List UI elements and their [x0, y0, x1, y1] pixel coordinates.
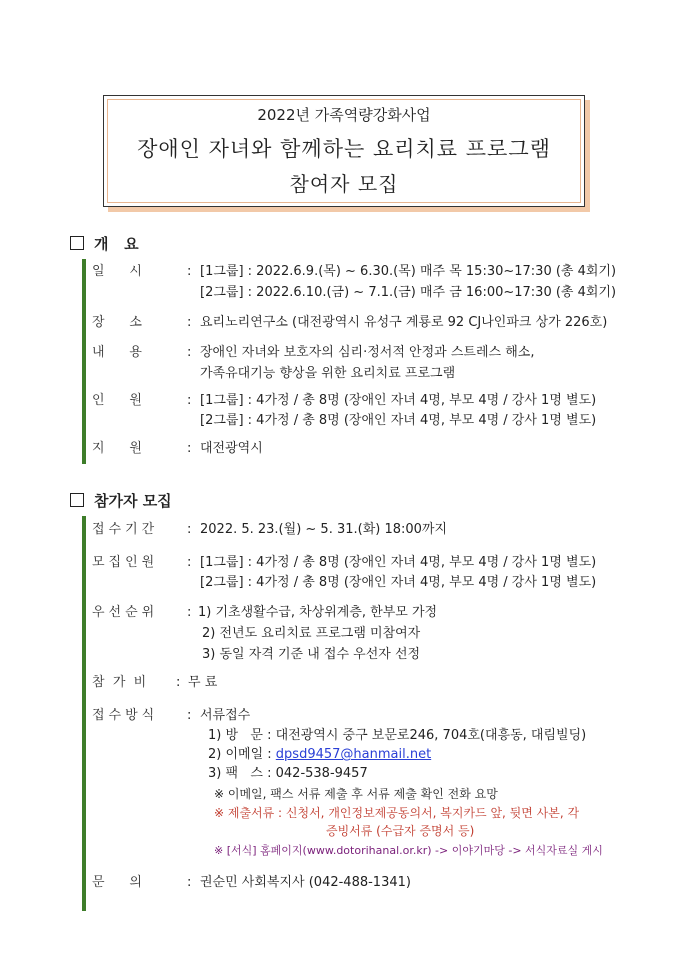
people-label: 인 원 — [92, 393, 142, 408]
priority-3: 3) 동일 자격 기준 내 접수 우선자 선정 — [202, 647, 421, 662]
inquiry-value: 권순민 사회복지사 (042-488-1341) — [200, 875, 411, 890]
fee-value: 무 료 — [188, 675, 218, 690]
checkbox-icon — [70, 493, 84, 507]
count-group1: [1그룹] : 4가정 / 총 8명 (장애인 자녀 4명, 부모 4명 / 강사 1명 별도) — [200, 555, 597, 570]
schedule-group2: [2그룹] : 2022.6.10.(금) ~ 7.1.(금) 매주 금 16:00~17:30 (총 4회기) — [200, 285, 617, 300]
priority-1: 1) 기초생활수급, 차상위계층, 한부모 가정 — [198, 605, 438, 620]
people-group1: [1그룹] : 4가정 / 총 8명 (장애인 자녀 4명, 부모 4명 / 강사 1명 별도) — [200, 393, 597, 408]
checkbox-icon — [70, 236, 84, 250]
support-label: 지 원 — [92, 441, 142, 456]
note-documents-2: 증빙서류 (수급자 증명서 등) — [326, 824, 475, 838]
count-group2: [2그룹] : 4가정 / 총 8명 (장애인 자녀 4명, 부모 4명 / 강사 1명 별도) — [200, 575, 597, 590]
content-line2: 가족유대기능 향상을 위한 요리치료 프로그램 — [200, 366, 456, 381]
email-line — [208, 745, 431, 765]
overview-heading: 개 요 — [70, 233, 139, 254]
period-label: 접수기간 — [92, 522, 159, 537]
count-label: 모집인원 — [92, 555, 159, 570]
overview-bar — [82, 259, 86, 464]
content-line1: 장애인 자녀와 보호자의 심리·정서적 안정과 스트레스 해소, — [200, 345, 535, 360]
recruit-bar — [82, 516, 86, 911]
place-value: 요리노리연구소 (대전광역시 유성구 계룡로 92 CJ나인파크 상가 226호) — [200, 315, 608, 330]
people-group2: [2그룹] : 4가정 / 총 8명 (장애인 자녀 4명, 부모 4명 / 강사 1명 별도) — [200, 413, 597, 428]
schedule-label: 일 시 — [92, 264, 142, 279]
program-year-title: 2022년 가족역량강화사업 — [257, 106, 431, 124]
method-value: 서류접수 — [200, 708, 251, 723]
period-value: 2022. 5. 23.(월) ~ 5. 31.(화) 18:00까지 — [200, 522, 448, 537]
inquiry-label: 문 의 — [92, 875, 142, 890]
priority-2: 2) 전년도 요리치료 프로그램 미참여자 — [202, 626, 421, 641]
support-value: 대전광역시 — [200, 441, 263, 456]
schedule-group1: [1그룹] : 2022.6.9.(목) ~ 6.30.(목) 매주 목 15:30~17:30 (총 4회기) — [200, 264, 617, 279]
note-confirm-call: ※ 이메일, 팩스 서류 제출 후 서류 제출 확인 전화 요망 — [214, 787, 498, 801]
recruit-heading: 참가자 모집 — [70, 490, 172, 511]
visit-value: 1) 방 문 : 대전광역시 중구 보문로246, 704호(대흥동, 대림빌딩) — [208, 728, 587, 743]
email-label: 2) 이메일 : — [208, 747, 276, 762]
recruit-title: 참여자 모집 — [289, 172, 399, 196]
place-label: 장 소 — [92, 315, 142, 330]
title-box — [103, 95, 585, 207]
program-title: 장애인 자녀와 함께하는 요리치료 프로그램 — [137, 137, 551, 161]
fee-label: 참 가 비 — [92, 675, 147, 690]
note-documents: ※ 제출서류 : 신청서, 개인정보제공동의서, 복지카드 앞, 뒷면 사본, 각 — [214, 806, 580, 820]
priority-label: 우선순위 — [92, 605, 159, 620]
note-form-download: ※ [서식] 홈페이지(www.dotorihanal.or.kr) -> 이야기마당 -> 서식자료실 게시 — [214, 844, 603, 857]
fax-value: 3) 팩 스 : 042-538-9457 — [208, 766, 368, 781]
content-label: 내 용 — [92, 345, 142, 360]
method-label: 접수방식 — [92, 708, 159, 723]
email-link[interactable]: dpsd9457@hanmail.net — [275, 747, 432, 762]
